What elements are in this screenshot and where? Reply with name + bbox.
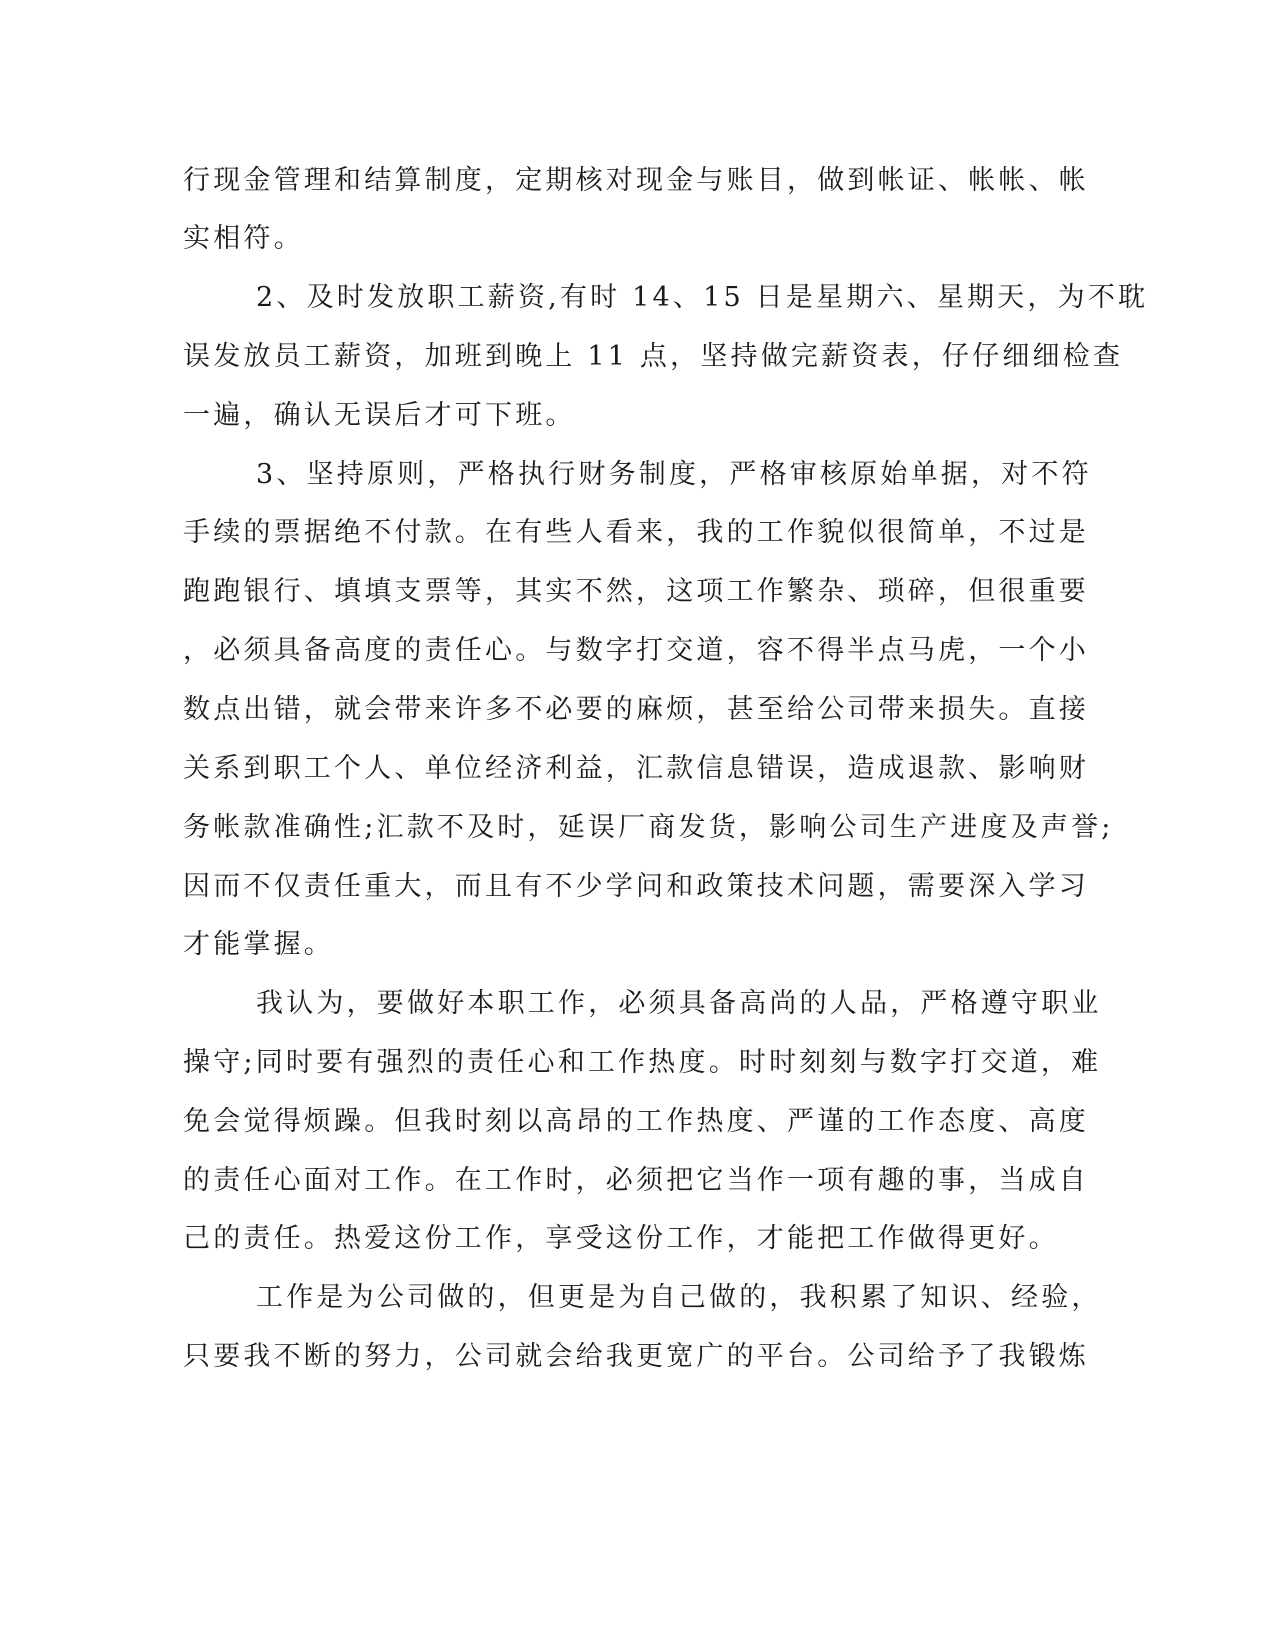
text-line: 数点出错，就会带来许多不必要的麻烦，甚至给公司带来损失。直接	[183, 694, 1089, 725]
text-line: 己的责任。热爱这份工作，享受这份工作，才能把工作做得更好。	[183, 1223, 1059, 1254]
text-line: 务帐款准确性;汇款不及时，延误厂商发货，影响公司生产进度及声誉;	[183, 812, 1114, 843]
text-line: 行现金管理和结算制度，定期核对现金与账目，做到帐证、帐帐、帐	[183, 165, 1089, 196]
text-line: 实相符。	[183, 223, 304, 254]
text-line: 一遍，确认无误后才可下班。	[183, 400, 576, 431]
paragraph-start-line: 工作是为公司做的，但更是为自己做的，我积累了知识、经验，	[256, 1282, 1102, 1313]
text-line: 才能掌握。	[183, 929, 334, 960]
text-line: 误发放员工薪资，加班到晚上 11 点，坚持做完薪资表，仔仔细细检查	[183, 341, 1124, 372]
text-line: 跑跑银行、填填支票等，其实不然，这项工作繁杂、琐碎，但很重要	[183, 576, 1089, 607]
text-line: 手续的票据绝不付款。在有些人看来，我的工作貌似很简单，不过是	[183, 517, 1089, 548]
paragraph-start-line: 3、坚持原则，严格执行财务制度，严格审核原始单据，对不符	[256, 459, 1092, 490]
text-line: 关系到职工个人、单位经济利益，汇款信息错误，造成退款、影响财	[183, 753, 1089, 784]
text-line: ，必须具备高度的责任心。与数字打交道，容不得半点马虎，一个小	[183, 635, 1089, 666]
text-line: 免会觉得烦躁。但我时刻以高昂的工作热度、严谨的工作态度、高度	[183, 1106, 1089, 1137]
paragraph-start-line: 我认为，要做好本职工作，必须具备高尚的人品，严格遵守职业	[256, 988, 1102, 1019]
paragraph-start-line: 2、及时发放职工薪资,有时 14、15 日是星期六、星期天，为不耽	[256, 282, 1149, 313]
text-line: 操守;同时要有强烈的责任心和工作热度。时时刻刻与数字打交道，难	[183, 1047, 1102, 1078]
text-line: 只要我不断的努力，公司就会给我更宽广的平台。公司给予了我锻炼	[183, 1341, 1089, 1372]
text-line: 的责任心面对工作。在工作时，必须把它当作一项有趣的事，当成自	[183, 1165, 1089, 1196]
text-line: 因而不仅责任重大，而且有不少学问和政策技术问题，需要深入学习	[183, 871, 1089, 902]
